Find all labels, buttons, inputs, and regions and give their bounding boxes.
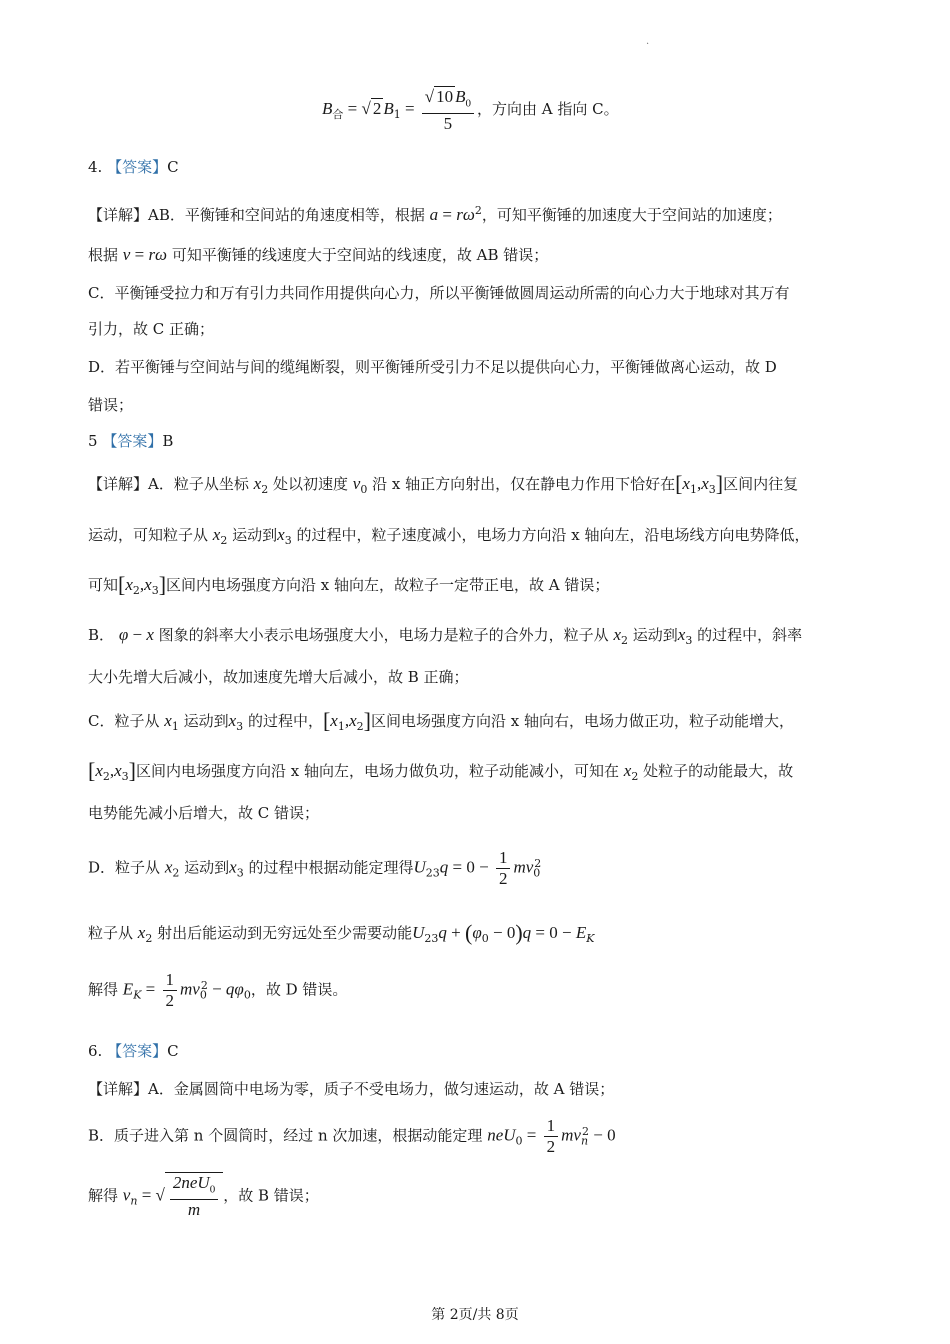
q5-detail-1: 【详解】A．粒子从坐标 $x_2$ 处以初速度 $v_0$ 沿 x 轴正方向射出，仅在静电力作用下恰好在$[x_1,x_3]$区间内往复 (88, 471, 799, 496)
q6-detail-2: B．质子进入第 n 个圆筒时，经过 n 次加速，根据动能定理 neU$_0$ = $\frac{1}{2}$ $mv_n^2 - 0$ (88, 1116, 616, 1156)
q5-detail-7: $[x_2,x_3]$区间内电场强度方向沿 x 轴向左，电场力做负功，粒子动能减小，可知在 $x_2$ 处粒子的动能最大，故 (88, 758, 794, 783)
q5-detail-8: 电势能先减小后增大，故 C 错误； (88, 804, 320, 822)
q4-detail-6: 错误； (88, 396, 134, 414)
equation-b-combined: $B_合$ = √ 2 $B_1$ = $\frac{√ 10 B_0}{5}$ ，方向由 A 指向 C。 (322, 87, 619, 134)
q4-detail-1: 【详解】AB．平衡锤和空间站的角速度相等，根据 $a = r\omega^2$，可知平衡锤的加速度大于空间站的加速度； (88, 204, 782, 224)
q4-detail-3: C．平衡锤受拉力和万有引力共同作用提供向心力，所以平衡锤做圆周运动所需的向心力大于地球对其万有 (88, 284, 790, 302)
q4-detail-4: 引力，故 C 正确； (88, 320, 215, 338)
q6-detail-1: 【详解】A．金属圆筒中电场为零，质子不受电场力，做匀速运动，故 A 错误； (88, 1080, 615, 1098)
q6-answer-line: 6. 【答案】C (88, 1042, 179, 1060)
q5-detail-4: B． φ − x 图象的斜率大小表示电场强度大小，电场力是粒子的合外力，粒子从 $x_2$ 运动到$x_3$ 的过程中，斜率 (88, 625, 803, 647)
page-footer: 第 2页/共 8页 (431, 1307, 519, 1323)
page-marker: . (646, 36, 650, 47)
q5-detail-9: D．粒子从 $x_2$ 运动到$x_3$ 的过程中根据动能定理得$U_{23}q = 0$ − $\frac{1}{2}$ $mv_0^2$ (88, 848, 542, 888)
q6-detail-3: 解得 $v_n$ = √ $\frac{2neU_0}{m}$ ，故 B 错误； (88, 1173, 319, 1220)
q5-detail-2: 运动，可知粒子从 $x_2$ 运动到$x_3$ 的过程中，粒子速度减小，电场力方向沿 x 轴向左，沿电场线方向电势降低， (88, 525, 810, 547)
q5-detail-3: 可知$[x_2,x_3]$区间内电场强度方向沿 x 轴向左，故粒子一定带正电，故 A 错误； (88, 572, 610, 597)
q5-detail-11: 解得 $E_K$ = $\frac{1}{2}$ $mv_0^2 - q\varphi_0$，故 D 错误。 (88, 970, 348, 1010)
q5-answer-line: 5 【答案】B (88, 432, 174, 450)
q4-answer-line: 4. 【答案】C (88, 158, 179, 176)
q5-detail-10: 粒子从 $x_2$ 射出后能运动到无穷远处至少需要动能$U_{23}q + (\varphi_0 - 0)q = 0 - E_K$ (88, 920, 595, 945)
q4-detail-2: 根据 v = rω 可知平衡锤的线速度大于空间站的线速度，故 AB 错误； (88, 245, 549, 264)
q4-detail-5: D．若平衡锤与空间站与间的缆绳断裂，则平衡锤所受引力不足以提供向心力，平衡锤做离心运动，故 D (88, 358, 777, 376)
q5-detail-5: 大小先增大后减小，故加速度先增大后减小，故 B 正确； (88, 668, 469, 686)
q5-detail-6: C．粒子从 $x_1$ 运动到$x_3$ 的过程中，$[x_1,x_2]$区间电场强度方向沿 x 轴向右，电场力做正功，粒子动能增大， (88, 708, 794, 733)
